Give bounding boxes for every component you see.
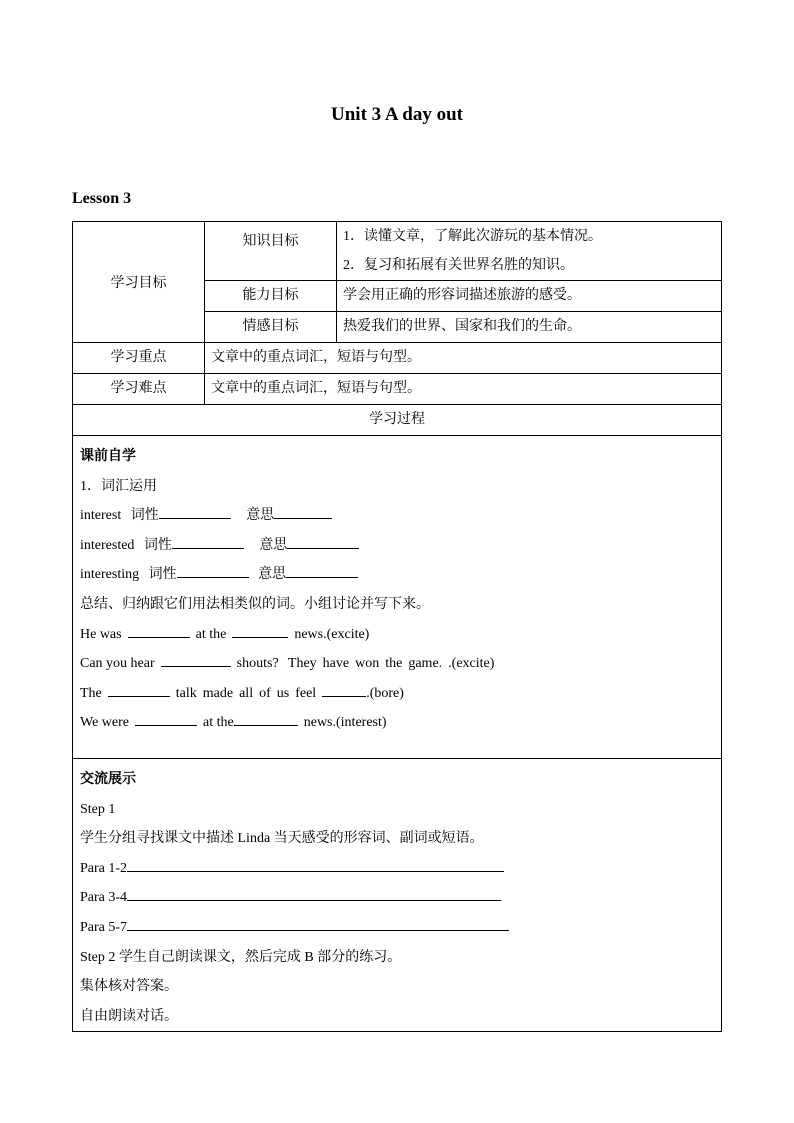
sentence-text: have bbox=[322, 656, 350, 672]
emotion-goal: 热爱我们的世界、国家和我们的生命。 bbox=[337, 312, 722, 343]
para-row-3 bbox=[80, 913, 721, 943]
exchange-section bbox=[73, 759, 722, 1032]
meaning-label: 意思 bbox=[246, 508, 275, 524]
meaning-blank[interactable] bbox=[286, 562, 358, 578]
sentence-text: He was bbox=[80, 626, 122, 642]
sentence-text: Can you hear bbox=[80, 656, 155, 672]
sentence-text: us bbox=[276, 685, 290, 701]
sentence-text: news.(interest) bbox=[303, 715, 387, 731]
knowledge-goal-2: 2．复习和拓展有关世界名胜的知识。 bbox=[343, 258, 574, 273]
sentence-text: .(excite) bbox=[448, 656, 495, 672]
sentence-text: talk bbox=[175, 685, 197, 701]
answer-blank[interactable] bbox=[135, 710, 197, 726]
pos-label: 词性 bbox=[130, 508, 159, 524]
step2-text: Step 2 学生自己朗读课文，然后完成 B 部分的练习。 bbox=[80, 949, 402, 965]
check-answers-text: 集体核对答案。 bbox=[80, 979, 178, 995]
para-label: Para 1-2 bbox=[80, 860, 128, 876]
sentence-text: They bbox=[287, 656, 317, 672]
para-row-2 bbox=[80, 883, 721, 913]
pos-blank[interactable] bbox=[177, 562, 249, 578]
pos-label: 词性 bbox=[148, 567, 177, 583]
sentence-text: .(bore) bbox=[366, 685, 404, 701]
difficulties-text: 文章中的重点词汇，短语与句型。 bbox=[205, 374, 722, 405]
vocab-row-interesting bbox=[80, 560, 721, 590]
para-label: Para 3-4 bbox=[80, 890, 128, 906]
sentence-text: won bbox=[355, 656, 380, 672]
sentence-text: We were bbox=[80, 715, 130, 731]
sentence-text: game. bbox=[408, 656, 443, 672]
vocab-word: interesting bbox=[80, 567, 140, 583]
sentence-text: at the bbox=[195, 626, 227, 642]
pre-study-heading: 课前自学 bbox=[80, 449, 136, 464]
meaning-blank[interactable] bbox=[274, 503, 332, 519]
lesson-plan-table bbox=[72, 221, 722, 1032]
pos-blank[interactable] bbox=[172, 533, 244, 549]
sentence-text: of bbox=[259, 685, 271, 701]
ability-label: 能力目标 bbox=[205, 281, 337, 312]
meaning-label: 意思 bbox=[258, 567, 287, 583]
difficulties-label: 学习难点 bbox=[73, 374, 205, 405]
ability-goal: 学会用正确的形容词描述旅游的感受。 bbox=[337, 281, 722, 312]
answer-blank[interactable] bbox=[161, 651, 231, 667]
page-title: Unit 3 A day out bbox=[331, 104, 463, 125]
key-points-text: 文章中的重点词汇，短语与句型。 bbox=[205, 343, 722, 374]
sentence-4 bbox=[80, 708, 721, 738]
sentence-1 bbox=[80, 620, 721, 650]
emotion-label: 情感目标 bbox=[205, 312, 337, 343]
sentence-text: shouts? bbox=[236, 656, 279, 672]
answer-blank[interactable] bbox=[128, 622, 190, 638]
meaning-label: 意思 bbox=[259, 537, 288, 553]
answer-blank[interactable] bbox=[322, 681, 366, 697]
answer-blank[interactable] bbox=[108, 681, 170, 697]
para-blank[interactable] bbox=[127, 915, 509, 931]
sentence-text: The bbox=[80, 685, 102, 701]
knowledge-label: 知识目标 bbox=[205, 222, 337, 281]
exchange-heading: 交流展示 bbox=[80, 772, 136, 787]
para-blank[interactable] bbox=[127, 856, 504, 872]
pre-study-section bbox=[73, 436, 722, 759]
para-row-1 bbox=[80, 854, 721, 884]
answer-blank[interactable] bbox=[232, 622, 288, 638]
free-reading-text: 自由朗读对话。 bbox=[80, 1008, 178, 1024]
sentence-text: made bbox=[202, 685, 234, 701]
answer-blank[interactable] bbox=[234, 710, 298, 726]
summary-instruction: 总结、归纳跟它们用法相类似的词。小组讨论并写下来。 bbox=[80, 596, 430, 612]
vocab-row-interested bbox=[80, 531, 721, 561]
sentence-3 bbox=[80, 679, 721, 709]
vocab-item-title: 1．词汇运用 bbox=[80, 478, 157, 494]
meaning-blank[interactable] bbox=[287, 533, 359, 549]
pos-blank[interactable] bbox=[159, 503, 231, 519]
process-header: 学习过程 bbox=[73, 405, 722, 436]
para-label: Para 5-7 bbox=[80, 919, 128, 935]
knowledge-goal-1: 1．读懂文章，了解此次游玩的基本情况。 bbox=[343, 229, 602, 244]
step1-description: 学生分组寻找课文中描述 Linda 当天感受的形容词、副词或短语。 bbox=[80, 831, 484, 847]
sentence-2 bbox=[80, 649, 721, 679]
objectives-label: 学习目标 bbox=[73, 222, 205, 343]
sentence-text: the bbox=[385, 656, 403, 672]
key-points-label: 学习重点 bbox=[73, 343, 205, 374]
vocab-word: interested bbox=[80, 537, 135, 553]
para-blank[interactable] bbox=[127, 885, 501, 901]
sentence-text: at the bbox=[203, 715, 234, 731]
pos-label: 词性 bbox=[143, 537, 172, 553]
vocab-word: interest bbox=[80, 508, 122, 524]
sentence-text: all bbox=[239, 685, 254, 701]
step1-title: Step 1 bbox=[80, 801, 116, 817]
sentence-text: feel bbox=[295, 685, 317, 701]
lesson-heading: Lesson 3 bbox=[72, 190, 132, 207]
knowledge-goals bbox=[337, 222, 722, 281]
vocab-row-interest bbox=[80, 501, 721, 531]
sentence-text: news.(excite) bbox=[294, 626, 370, 642]
